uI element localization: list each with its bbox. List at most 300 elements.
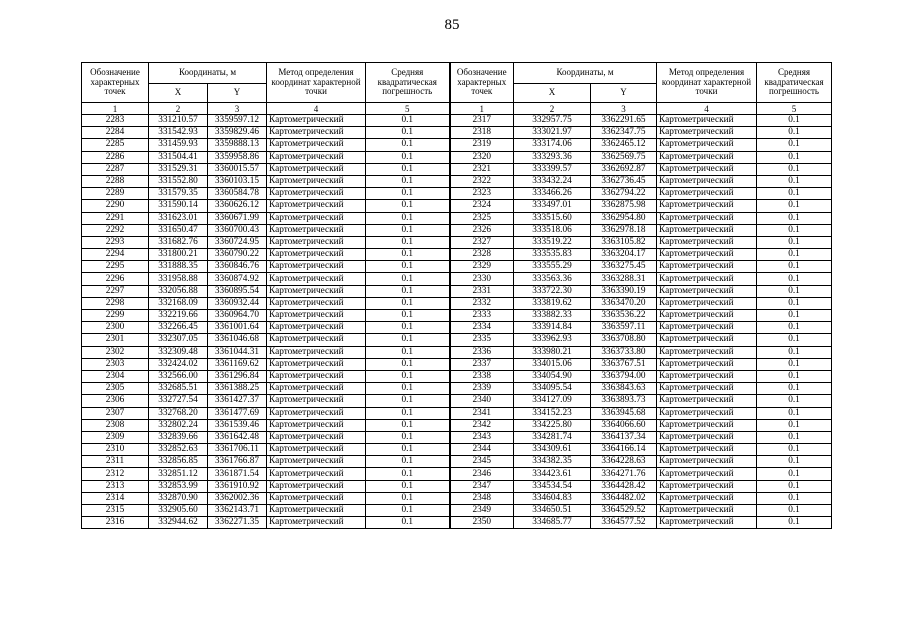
coord-x-cell: 332870.90 xyxy=(149,492,208,504)
coord-x-cell: 333399.57 xyxy=(514,163,591,175)
method-cell: Картометрический xyxy=(657,139,757,151)
error-cell: 0.1 xyxy=(757,200,832,212)
coord-y-cell: 3360671.99 xyxy=(208,212,267,224)
method-cell: Картометрический xyxy=(267,127,366,139)
method-cell: Картометрический xyxy=(657,419,757,431)
point-id-cell: 2307 xyxy=(82,407,149,419)
point-id-cell: 2332 xyxy=(450,297,514,309)
coord-x-cell: 332307.05 xyxy=(149,334,208,346)
page-number: 85 xyxy=(444,17,460,33)
coord-x-cell: 334423.61 xyxy=(514,468,591,480)
coord-y-cell: 3360846.76 xyxy=(208,261,267,273)
coord-x-cell: 333535.83 xyxy=(514,249,591,261)
point-id-cell: 2302 xyxy=(82,346,149,358)
point-id-cell: 2300 xyxy=(82,322,149,334)
coord-y-cell: 3363733.80 xyxy=(591,346,657,358)
error-cell: 0.1 xyxy=(366,310,450,322)
error-cell: 0.1 xyxy=(757,480,832,492)
table-row xyxy=(82,346,832,358)
coord-x-cell: 334015.06 xyxy=(514,358,591,370)
coord-x-cell: 333515.60 xyxy=(514,212,591,224)
table-row xyxy=(82,480,832,492)
method-cell: Картометрический xyxy=(657,310,757,322)
coord-x-cell: 333021.97 xyxy=(514,127,591,139)
coord-x-cell: 333882.33 xyxy=(514,310,591,322)
coord-x-cell: 332839.66 xyxy=(149,431,208,443)
coord-x-cell: 332266.45 xyxy=(149,322,208,334)
coord-y-cell: 3364137.34 xyxy=(591,431,657,443)
table-row xyxy=(82,297,832,309)
error-cell: 0.1 xyxy=(757,285,832,297)
point-id-cell: 2340 xyxy=(450,395,514,407)
table-row xyxy=(82,322,832,334)
coord-x-cell: 333174.06 xyxy=(514,139,591,151)
table-row xyxy=(82,163,832,175)
coord-x-cell: 332056.88 xyxy=(149,285,208,297)
coord-x-cell: 333563.36 xyxy=(514,273,591,285)
error-cell: 0.1 xyxy=(366,492,450,504)
error-cell: 0.1 xyxy=(366,200,450,212)
coord-y-cell: 3362978.18 xyxy=(591,224,657,236)
point-id-cell: 2308 xyxy=(82,419,149,431)
coord-y-cell: 3361427.37 xyxy=(208,395,267,407)
method-cell: Картометрический xyxy=(657,322,757,334)
error-cell: 0.1 xyxy=(757,383,832,395)
method-cell: Картометрический xyxy=(657,200,757,212)
coord-x-cell: 334281.74 xyxy=(514,431,591,443)
point-id-cell: 2344 xyxy=(450,444,514,456)
method-cell: Картометрический xyxy=(267,395,366,407)
method-cell: Картометрический xyxy=(267,310,366,322)
header-coordinates-right: Координаты, м xyxy=(514,63,657,84)
error-cell: 0.1 xyxy=(757,505,832,517)
method-cell: Картометрический xyxy=(267,163,366,175)
table-row xyxy=(82,175,832,187)
coord-y-cell: 3363893.73 xyxy=(591,395,657,407)
coord-x-cell: 332768.20 xyxy=(149,407,208,419)
method-cell: Картометрический xyxy=(657,249,757,261)
error-cell: 0.1 xyxy=(366,261,450,273)
method-cell: Картометрический xyxy=(267,431,366,443)
coord-y-cell: 3361046.68 xyxy=(208,334,267,346)
coord-y-cell: 3360724.95 xyxy=(208,236,267,248)
coord-x-cell: 331623.01 xyxy=(149,212,208,224)
error-cell: 0.1 xyxy=(757,444,832,456)
point-id-cell: 2325 xyxy=(450,212,514,224)
coord-y-cell: 3359888.13 xyxy=(208,139,267,151)
method-cell: Картометрический xyxy=(657,297,757,309)
table-row xyxy=(82,431,832,443)
col-number: 5 xyxy=(366,103,450,115)
error-cell: 0.1 xyxy=(757,188,832,200)
coord-y-cell: 3362291.65 xyxy=(591,115,657,127)
point-id-cell: 2330 xyxy=(450,273,514,285)
coord-y-cell: 3360103.15 xyxy=(208,175,267,187)
table-row xyxy=(82,407,832,419)
error-cell: 0.1 xyxy=(757,492,832,504)
coord-y-cell: 3361910.92 xyxy=(208,480,267,492)
method-cell: Картометрический xyxy=(267,407,366,419)
table-row xyxy=(82,310,832,322)
method-cell: Картометрический xyxy=(657,224,757,236)
coord-y-cell: 3363597.11 xyxy=(591,322,657,334)
table-row xyxy=(82,468,832,480)
table-row xyxy=(82,370,832,382)
method-cell: Картометрический xyxy=(657,127,757,139)
error-cell: 0.1 xyxy=(757,456,832,468)
method-cell: Картометрический xyxy=(267,188,366,200)
coord-y-cell: 3361539.46 xyxy=(208,419,267,431)
table-row xyxy=(82,127,832,139)
coord-y-cell: 3362002.36 xyxy=(208,492,267,504)
error-cell: 0.1 xyxy=(366,273,450,285)
point-id-cell: 2346 xyxy=(450,468,514,480)
coord-y-cell: 3362465.12 xyxy=(591,139,657,151)
error-cell: 0.1 xyxy=(757,151,832,163)
coord-x-cell: 331958.88 xyxy=(149,273,208,285)
col-number: 2 xyxy=(514,103,591,115)
method-cell: Картометрический xyxy=(267,273,366,285)
point-id-cell: 2294 xyxy=(82,249,149,261)
table-row xyxy=(82,200,832,212)
coord-x-cell: 333432.24 xyxy=(514,175,591,187)
method-cell: Картометрический xyxy=(657,456,757,468)
coord-y-cell: 3360584.78 xyxy=(208,188,267,200)
header-method-left: Метод определения координат характерной точки xyxy=(267,63,366,103)
table-row xyxy=(82,188,832,200)
coord-x-cell: 333293.36 xyxy=(514,151,591,163)
method-cell: Картометрический xyxy=(267,200,366,212)
coord-y-cell: 3362692.87 xyxy=(591,163,657,175)
point-id-cell: 2345 xyxy=(450,456,514,468)
coord-x-cell: 334095.54 xyxy=(514,383,591,395)
coord-x-cell: 332685.51 xyxy=(149,383,208,395)
method-cell: Картометрический xyxy=(657,517,757,529)
coord-y-cell: 3359597.12 xyxy=(208,115,267,127)
coord-y-cell: 3359829.46 xyxy=(208,127,267,139)
error-cell: 0.1 xyxy=(757,370,832,382)
coord-y-cell: 3363105.82 xyxy=(591,236,657,248)
coord-x-cell: 334382.35 xyxy=(514,456,591,468)
header-method-right: Метод определения координат характерной точки xyxy=(657,63,757,103)
point-id-cell: 2290 xyxy=(82,200,149,212)
point-id-cell: 2341 xyxy=(450,407,514,419)
table-row xyxy=(82,383,832,395)
error-cell: 0.1 xyxy=(757,395,832,407)
coord-x-cell: 331650.47 xyxy=(149,224,208,236)
method-cell: Картометрический xyxy=(657,115,757,127)
coord-y-cell: 3362954.80 xyxy=(591,212,657,224)
point-id-cell: 2316 xyxy=(82,517,149,529)
coord-y-cell: 3364228.63 xyxy=(591,456,657,468)
coord-y-cell: 3363204.17 xyxy=(591,249,657,261)
error-cell: 0.1 xyxy=(366,505,450,517)
coord-x-cell: 332905.60 xyxy=(149,505,208,517)
point-id-cell: 2319 xyxy=(450,139,514,151)
coord-y-cell: 3362736.45 xyxy=(591,175,657,187)
point-id-cell: 2328 xyxy=(450,249,514,261)
point-id-cell: 2303 xyxy=(82,358,149,370)
method-cell: Картометрический xyxy=(657,383,757,395)
coord-y-cell: 3363945.68 xyxy=(591,407,657,419)
coord-x-cell: 331529.31 xyxy=(149,163,208,175)
coord-x-cell: 331504.41 xyxy=(149,151,208,163)
method-cell: Картометрический xyxy=(267,419,366,431)
coord-x-cell: 333519.22 xyxy=(514,236,591,248)
error-cell: 0.1 xyxy=(366,334,450,346)
coord-y-cell: 3363794.00 xyxy=(591,370,657,382)
point-id-cell: 2284 xyxy=(82,127,149,139)
point-id-cell: 2313 xyxy=(82,480,149,492)
coord-x-cell: 331210.57 xyxy=(149,115,208,127)
col-number: 3 xyxy=(591,103,657,115)
error-cell: 0.1 xyxy=(757,212,832,224)
point-id-cell: 2296 xyxy=(82,273,149,285)
method-cell: Картометрический xyxy=(267,505,366,517)
col-number: 5 xyxy=(757,103,832,115)
table-row xyxy=(82,249,832,261)
coord-x-cell: 331459.93 xyxy=(149,139,208,151)
coord-y-cell: 3364529.52 xyxy=(591,505,657,517)
coord-x-cell: 332566.00 xyxy=(149,370,208,382)
point-id-cell: 2291 xyxy=(82,212,149,224)
coord-x-cell: 333555.29 xyxy=(514,261,591,273)
coord-y-cell: 3362569.75 xyxy=(591,151,657,163)
coord-x-cell: 331579.35 xyxy=(149,188,208,200)
error-cell: 0.1 xyxy=(366,224,450,236)
coord-y-cell: 3360626.12 xyxy=(208,200,267,212)
method-cell: Картометрический xyxy=(657,431,757,443)
col-number: 4 xyxy=(657,103,757,115)
coord-y-cell: 3362143.71 xyxy=(208,505,267,517)
point-id-cell: 2292 xyxy=(82,224,149,236)
error-cell: 0.1 xyxy=(366,188,450,200)
col-number: 2 xyxy=(149,103,208,115)
coord-x-cell: 332856.85 xyxy=(149,456,208,468)
coord-y-cell: 3360964.70 xyxy=(208,310,267,322)
col-number: 3 xyxy=(208,103,267,115)
error-cell: 0.1 xyxy=(757,310,832,322)
point-id-cell: 2314 xyxy=(82,492,149,504)
table-row xyxy=(82,212,832,224)
col-number: 1 xyxy=(450,103,514,115)
method-cell: Картометрический xyxy=(657,212,757,224)
table-row xyxy=(82,139,832,151)
coord-y-cell: 3363708.80 xyxy=(591,334,657,346)
method-cell: Картометрический xyxy=(267,444,366,456)
error-cell: 0.1 xyxy=(757,346,832,358)
method-cell: Картометрический xyxy=(267,322,366,334)
table-row xyxy=(82,273,832,285)
error-cell: 0.1 xyxy=(366,517,450,529)
coord-y-cell: 3363390.19 xyxy=(591,285,657,297)
error-cell: 0.1 xyxy=(366,395,450,407)
point-id-cell: 2349 xyxy=(450,505,514,517)
coord-y-cell: 3361706.11 xyxy=(208,444,267,456)
method-cell: Картометрический xyxy=(267,285,366,297)
table-row xyxy=(82,395,832,407)
coord-y-cell: 3361477.69 xyxy=(208,407,267,419)
error-cell: 0.1 xyxy=(366,383,450,395)
coord-y-cell: 3364271.76 xyxy=(591,468,657,480)
point-id-cell: 2286 xyxy=(82,151,149,163)
point-id-cell: 2288 xyxy=(82,175,149,187)
method-cell: Картометрический xyxy=(657,407,757,419)
coord-x-cell: 333914.84 xyxy=(514,322,591,334)
coord-y-cell: 3360790.22 xyxy=(208,249,267,261)
method-cell: Картометрический xyxy=(267,334,366,346)
table-row xyxy=(82,151,832,163)
point-id-cell: 2306 xyxy=(82,395,149,407)
error-cell: 0.1 xyxy=(757,175,832,187)
error-cell: 0.1 xyxy=(757,517,832,529)
point-id-cell: 2348 xyxy=(450,492,514,504)
coord-x-cell: 333497.01 xyxy=(514,200,591,212)
error-cell: 0.1 xyxy=(366,115,450,127)
coord-x-cell: 334534.54 xyxy=(514,480,591,492)
method-cell: Картометрический xyxy=(657,151,757,163)
method-cell: Картометрический xyxy=(657,346,757,358)
point-id-cell: 2343 xyxy=(450,431,514,443)
coord-x-cell: 332219.66 xyxy=(149,310,208,322)
point-id-cell: 2311 xyxy=(82,456,149,468)
error-cell: 0.1 xyxy=(366,127,450,139)
error-cell: 0.1 xyxy=(366,285,450,297)
coord-y-cell: 3361642.48 xyxy=(208,431,267,443)
table-row xyxy=(82,444,832,456)
coord-x-cell: 332944.62 xyxy=(149,517,208,529)
coord-x-cell: 331682.76 xyxy=(149,236,208,248)
coord-x-cell: 332424.02 xyxy=(149,358,208,370)
error-cell: 0.1 xyxy=(366,358,450,370)
header-y-right: Y xyxy=(591,84,657,103)
error-cell: 0.1 xyxy=(366,151,450,163)
coord-x-cell: 332802.24 xyxy=(149,419,208,431)
error-cell: 0.1 xyxy=(366,139,450,151)
point-id-cell: 2287 xyxy=(82,163,149,175)
table-header xyxy=(82,63,832,115)
method-cell: Картометрический xyxy=(267,468,366,480)
coord-y-cell: 3361388.25 xyxy=(208,383,267,395)
coord-y-cell: 3361044.31 xyxy=(208,346,267,358)
table-row xyxy=(82,261,832,273)
coord-x-cell: 334685.77 xyxy=(514,517,591,529)
header-error-left: Средняя квадратическая погрешность xyxy=(366,63,450,103)
error-cell: 0.1 xyxy=(366,370,450,382)
coord-x-cell: 333980.21 xyxy=(514,346,591,358)
error-cell: 0.1 xyxy=(757,139,832,151)
table-row xyxy=(82,517,832,529)
method-cell: Картометрический xyxy=(267,249,366,261)
coord-x-cell: 332851.12 xyxy=(149,468,208,480)
coord-x-cell: 334650.51 xyxy=(514,505,591,517)
error-cell: 0.1 xyxy=(366,297,450,309)
point-id-cell: 2347 xyxy=(450,480,514,492)
point-id-cell: 2305 xyxy=(82,383,149,395)
point-id-cell: 2335 xyxy=(450,334,514,346)
method-cell: Картометрический xyxy=(657,370,757,382)
error-cell: 0.1 xyxy=(757,419,832,431)
coord-x-cell: 331552.80 xyxy=(149,175,208,187)
coord-y-cell: 3361001.64 xyxy=(208,322,267,334)
table-row xyxy=(82,334,832,346)
table-row xyxy=(82,236,832,248)
coord-y-cell: 3363275.45 xyxy=(591,261,657,273)
coord-x-cell: 332957.75 xyxy=(514,115,591,127)
point-id-cell: 2295 xyxy=(82,261,149,273)
error-cell: 0.1 xyxy=(366,468,450,480)
error-cell: 0.1 xyxy=(366,480,450,492)
method-cell: Картометрический xyxy=(657,505,757,517)
error-cell: 0.1 xyxy=(366,456,450,468)
point-id-cell: 2327 xyxy=(450,236,514,248)
point-id-cell: 2336 xyxy=(450,346,514,358)
point-id-cell: 2289 xyxy=(82,188,149,200)
error-cell: 0.1 xyxy=(366,346,450,358)
method-cell: Картометрический xyxy=(657,358,757,370)
method-cell: Картометрический xyxy=(267,492,366,504)
coord-x-cell: 332853.99 xyxy=(149,480,208,492)
point-id-cell: 2338 xyxy=(450,370,514,382)
point-id-cell: 2334 xyxy=(450,322,514,334)
point-id-cell: 2331 xyxy=(450,285,514,297)
coord-x-cell: 332309.48 xyxy=(149,346,208,358)
method-cell: Картометрический xyxy=(267,358,366,370)
coord-x-cell: 334152.23 xyxy=(514,407,591,419)
error-cell: 0.1 xyxy=(757,297,832,309)
point-id-cell: 2320 xyxy=(450,151,514,163)
point-id-cell: 2322 xyxy=(450,175,514,187)
table-row xyxy=(82,115,832,127)
method-cell: Картометрический xyxy=(267,297,366,309)
method-cell: Картометрический xyxy=(657,188,757,200)
coord-y-cell: 3360874.92 xyxy=(208,273,267,285)
method-cell: Картометрический xyxy=(267,175,366,187)
method-cell: Картометрический xyxy=(657,175,757,187)
point-id-cell: 2304 xyxy=(82,370,149,382)
table-row xyxy=(82,456,832,468)
error-cell: 0.1 xyxy=(366,407,450,419)
error-cell: 0.1 xyxy=(366,322,450,334)
method-cell: Картометрический xyxy=(657,480,757,492)
coord-y-cell: 3363843.63 xyxy=(591,383,657,395)
point-id-cell: 2315 xyxy=(82,505,149,517)
point-id-cell: 2283 xyxy=(82,115,149,127)
table-row xyxy=(82,419,832,431)
coordinates-table xyxy=(81,62,832,529)
col-number: 4 xyxy=(267,103,366,115)
method-cell: Картометрический xyxy=(267,236,366,248)
error-cell: 0.1 xyxy=(366,163,450,175)
coord-y-cell: 3364482.02 xyxy=(591,492,657,504)
coord-x-cell: 332727.54 xyxy=(149,395,208,407)
error-cell: 0.1 xyxy=(366,175,450,187)
table-row xyxy=(82,358,832,370)
method-cell: Картометрический xyxy=(657,261,757,273)
error-cell: 0.1 xyxy=(757,407,832,419)
point-id-cell: 2329 xyxy=(450,261,514,273)
coord-x-cell: 334604.83 xyxy=(514,492,591,504)
point-id-cell: 2324 xyxy=(450,200,514,212)
coord-y-cell: 3363536.22 xyxy=(591,310,657,322)
coord-y-cell: 3363767.51 xyxy=(591,358,657,370)
coord-y-cell: 3360015.57 xyxy=(208,163,267,175)
coord-y-cell: 3362875.98 xyxy=(591,200,657,212)
method-cell: Картометрический xyxy=(267,151,366,163)
coord-y-cell: 3360700.43 xyxy=(208,224,267,236)
header-coordinates-left: Координаты, м xyxy=(149,63,267,84)
point-id-cell: 2342 xyxy=(450,419,514,431)
